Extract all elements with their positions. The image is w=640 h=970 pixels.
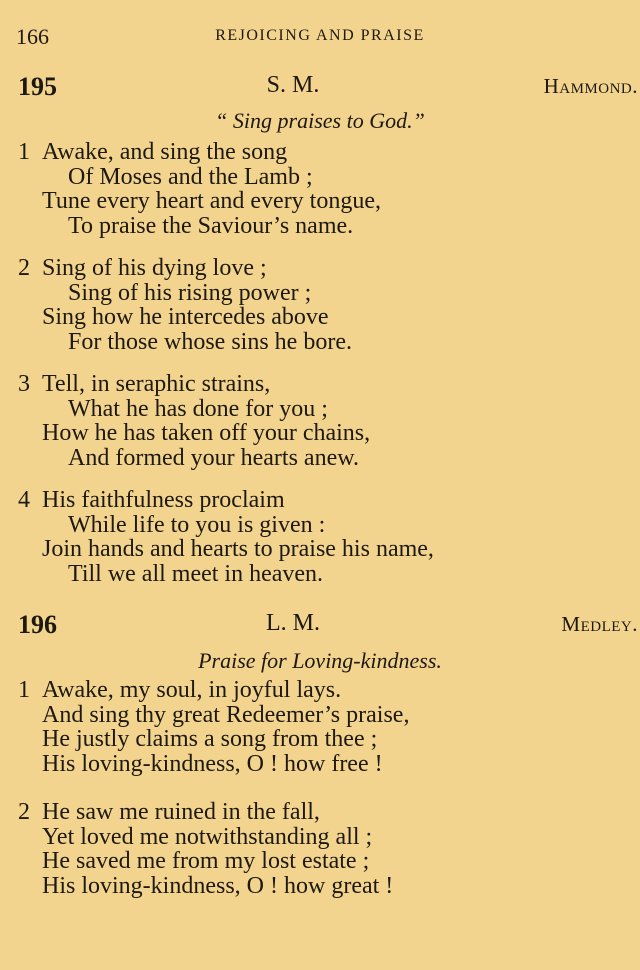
section-title: REJOICING AND PRAISE bbox=[215, 27, 425, 44]
hymn-number: 196 bbox=[18, 610, 57, 639]
verse-line: Sing how he intercedes above bbox=[42, 304, 329, 330]
verse-line: Yet loved me notwithstanding all ; bbox=[42, 823, 373, 850]
stanza bbox=[18, 256, 640, 354]
stanza bbox=[18, 488, 640, 586]
stanza-number: 2 bbox=[18, 799, 30, 825]
verse-line: And sing thy great Redeemer’s praise, bbox=[42, 701, 410, 728]
stanza-number: 2 bbox=[18, 255, 30, 281]
verse-line: What he has done for you ; bbox=[68, 395, 328, 422]
verse-line: And formed your hearts anew. bbox=[68, 444, 360, 471]
verse-line: He saved me from my lost estate ; bbox=[42, 848, 370, 874]
running-head bbox=[16, 24, 624, 48]
verse-line: Awake, my soul, in joyful lays. bbox=[42, 677, 342, 703]
verse-line: Tell, in seraphic strains, bbox=[42, 371, 271, 397]
verse-line: For those whose sins he bore. bbox=[68, 328, 352, 355]
hymn-subtitle: Praise for Loving-kindness. bbox=[198, 648, 442, 673]
stanza-number: 1 bbox=[18, 677, 30, 703]
stanza bbox=[18, 800, 640, 898]
hymn-meter: S. M. bbox=[266, 72, 320, 98]
verse-line: His loving-kindness, O ! how great ! bbox=[42, 872, 394, 899]
hymn-meter: L. M. bbox=[266, 610, 320, 636]
stanza bbox=[18, 140, 640, 238]
stanza bbox=[18, 372, 640, 470]
verse-line: His faithfulness proclaim bbox=[42, 487, 285, 513]
stanza bbox=[18, 678, 640, 776]
verse-line: He saw me ruined in the fall, bbox=[42, 799, 320, 825]
hymn-tune: Medley. bbox=[561, 612, 638, 636]
page-number: 166 bbox=[16, 24, 49, 49]
verse-line: While life to you is given : bbox=[68, 511, 326, 538]
verse-line: Till we all meet in heaven. bbox=[68, 560, 324, 587]
verse-line: His loving-kindness, O ! how free ! bbox=[42, 750, 383, 777]
hymn-subtitle: “ Sing praises to God.” bbox=[215, 108, 425, 133]
hymn-tune: Hammond. bbox=[543, 74, 638, 98]
verse-line: Tune every heart and every tongue, bbox=[42, 188, 381, 214]
stanza-number: 4 bbox=[18, 487, 30, 513]
verse-line: Of Moses and the Lamb ; bbox=[68, 163, 313, 190]
hymn-number: 195 bbox=[18, 72, 57, 101]
stanza-number: 3 bbox=[18, 371, 30, 397]
verse-line: Sing of his rising power ; bbox=[68, 279, 312, 306]
stanza-number: 1 bbox=[18, 139, 30, 165]
verse-line: He justly claims a song from thee ; bbox=[42, 726, 378, 752]
verse-line: Join hands and hearts to praise his name, bbox=[42, 536, 434, 562]
verse-line: To praise the Saviour’s name. bbox=[68, 212, 354, 239]
verse-line: Sing of his dying love ; bbox=[42, 255, 267, 281]
hymn-195-header bbox=[18, 72, 638, 102]
hymn-196-header bbox=[18, 610, 638, 640]
verse-line: Awake, and sing the song bbox=[42, 139, 288, 165]
verse-line: How he has taken off your chains, bbox=[42, 420, 371, 446]
